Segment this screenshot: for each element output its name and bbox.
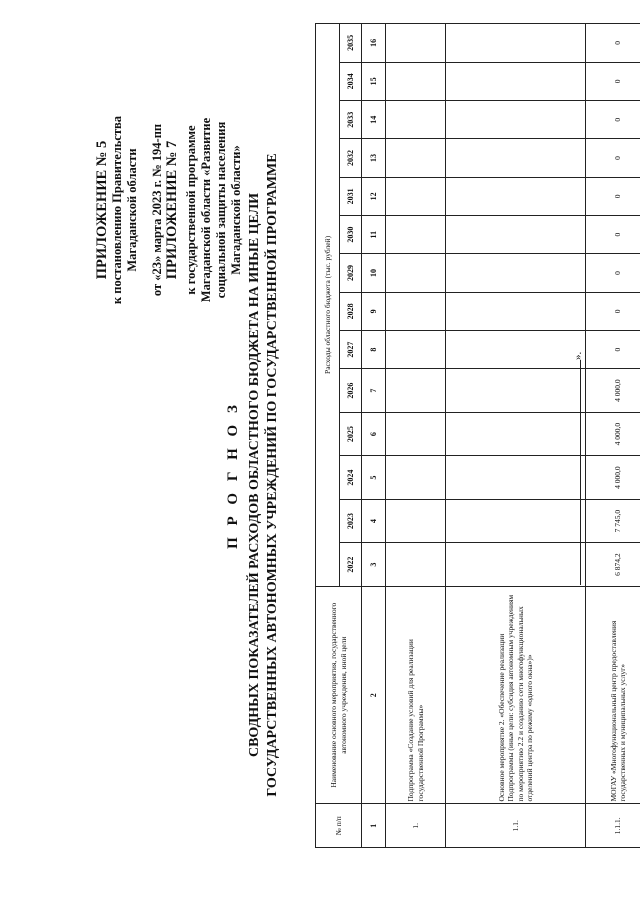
value-cell [386, 330, 446, 368]
program-line-1: к государственной программе [184, 125, 198, 295]
value-cell [446, 543, 586, 587]
year-header: 2030 [340, 216, 362, 254]
value-cell: 0 [586, 177, 640, 215]
value-cell [446, 139, 586, 177]
title-line-2: ГОСУДАРСТВЕННЫХ АВТОНОМНЫХ УЧРЕЖДЕНИЙ ПО ГОСУДАРСТВЕННОЙ ПРОГРАММЕ [265, 153, 280, 797]
index-row [362, 24, 386, 848]
year-header: 2035 [340, 24, 362, 63]
value-cell: 0 [586, 24, 640, 63]
value-cell [446, 24, 586, 63]
value-cell [446, 62, 586, 100]
program-line-3: социальной защиты населения [214, 121, 228, 299]
row-name: Основное мероприятие 2. «Обеспечение реализации Подпрограммы (иные цели: субсидия автономным учреждениям по мероприятию 2.2 и созданию сети многофункциональных отделений центра по режиму «одного окна»)» [446, 586, 586, 804]
value-cell [446, 330, 586, 368]
table-row [446, 24, 586, 848]
value-cell: 0 [586, 139, 640, 177]
column-index: 4 [362, 499, 386, 543]
prognoz-heading: П Р О Г Н О З [225, 401, 241, 549]
value-cell [386, 499, 446, 543]
row-name: МОГАУ «Многофункциональный центр предоставления государственных и муниципальных услуг» [586, 586, 640, 804]
value-cell [386, 177, 446, 215]
value-cell: 0 [586, 254, 640, 292]
header-expenses: Расходы областного бюджета (тыс. рублей) [316, 24, 340, 587]
value-cell [386, 369, 446, 413]
year-header: 2033 [340, 101, 362, 139]
column-index: 10 [362, 254, 386, 292]
column-index: 5 [362, 456, 386, 500]
value-cell [446, 369, 586, 413]
row-number: 1. [386, 804, 446, 848]
budget-table [315, 23, 640, 848]
value-cell [446, 412, 586, 456]
row-name: Подпрограмма «Создание условий для реализации государственной Программы» [386, 586, 446, 804]
value-cell [446, 177, 586, 215]
value-cell: 4 000,0 [586, 369, 640, 413]
value-cell [386, 62, 446, 100]
year-header: 2026 [340, 369, 362, 413]
column-index: 1 [362, 804, 386, 848]
column-index: 14 [362, 101, 386, 139]
column-index: 16 [362, 24, 386, 63]
year-header: 2029 [340, 254, 362, 292]
closing-quote: ». [572, 351, 584, 360]
program-line-4: Магаданской области» [229, 145, 243, 275]
year-header: 2034 [340, 62, 362, 100]
title-line-1: СВОДНЫХ ПОКАЗАТЕЛЕЙ РАСХОДОВ ОБЛАСТНОГО БЮДЖЕТА НА ИНЫЕ ЦЕЛИ [247, 192, 262, 758]
header-num: № п/п [316, 804, 362, 848]
row-number: 1.1.1. [586, 804, 640, 848]
year-header: 2023 [340, 499, 362, 543]
value-cell [446, 101, 586, 139]
column-index: 9 [362, 292, 386, 330]
decree-line-1: к постановлению Правительства [110, 115, 124, 305]
year-header: 2022 [340, 543, 362, 587]
column-index: 13 [362, 139, 386, 177]
header-name: Наименование основного мероприятия, государственного автономного учреждения, иной цели [316, 586, 362, 804]
table-body [386, 24, 640, 848]
appendix-5-title: ПРИЛОЖЕНИЕ № 5 [94, 140, 110, 280]
value-cell [386, 543, 446, 587]
column-index: 11 [362, 216, 386, 254]
column-index: 6 [362, 412, 386, 456]
row-number: 1.1. [446, 804, 586, 848]
value-cell: 0 [586, 216, 640, 254]
value-cell: 0 [586, 62, 640, 100]
value-cell [386, 216, 446, 254]
year-header: 2032 [340, 139, 362, 177]
column-index: 12 [362, 177, 386, 215]
value-cell [386, 292, 446, 330]
value-cell: 7 745,0 [586, 499, 640, 543]
value-cell: 4 000,0 [586, 456, 640, 500]
closing-underline [570, 360, 581, 585]
value-cell [446, 456, 586, 500]
appendix-5-header [95, 45, 165, 375]
value-cell [446, 216, 586, 254]
year-header: 2024 [340, 456, 362, 500]
year-header: 2027 [340, 330, 362, 368]
closing-mark [570, 255, 584, 585]
column-index: 3 [362, 543, 386, 587]
value-cell: 4 000,0 [586, 412, 640, 456]
program-line-2: Магаданской области «Развитие [199, 117, 213, 303]
value-cell [386, 254, 446, 292]
decree-line-2: Магаданской области [125, 148, 139, 272]
appendix-7-title: ПРИЛОЖЕНИЕ № 7 [164, 140, 180, 280]
table-header-row [316, 24, 340, 848]
value-cell [446, 292, 586, 330]
column-index: 15 [362, 62, 386, 100]
year-header: 2031 [340, 177, 362, 215]
value-cell: 6 874,2 [586, 543, 640, 587]
year-header: 2028 [340, 292, 362, 330]
value-cell: 0 [586, 330, 640, 368]
value-cell [386, 456, 446, 500]
decree-date: от «23» марта 2023 г. № 194-пп [150, 123, 164, 297]
value-cell [386, 24, 446, 63]
value-cell [386, 412, 446, 456]
value-cell: 0 [586, 101, 640, 139]
value-cell [386, 139, 446, 177]
column-index: 7 [362, 369, 386, 413]
value-cell [386, 101, 446, 139]
value-cell [446, 254, 586, 292]
document-title [225, 85, 282, 865]
table-row [586, 24, 640, 848]
year-header: 2025 [340, 412, 362, 456]
table-row [386, 24, 446, 848]
value-cell: 0 [586, 292, 640, 330]
value-cell [446, 499, 586, 543]
column-index: 8 [362, 330, 386, 368]
column-index: 2 [362, 586, 386, 804]
